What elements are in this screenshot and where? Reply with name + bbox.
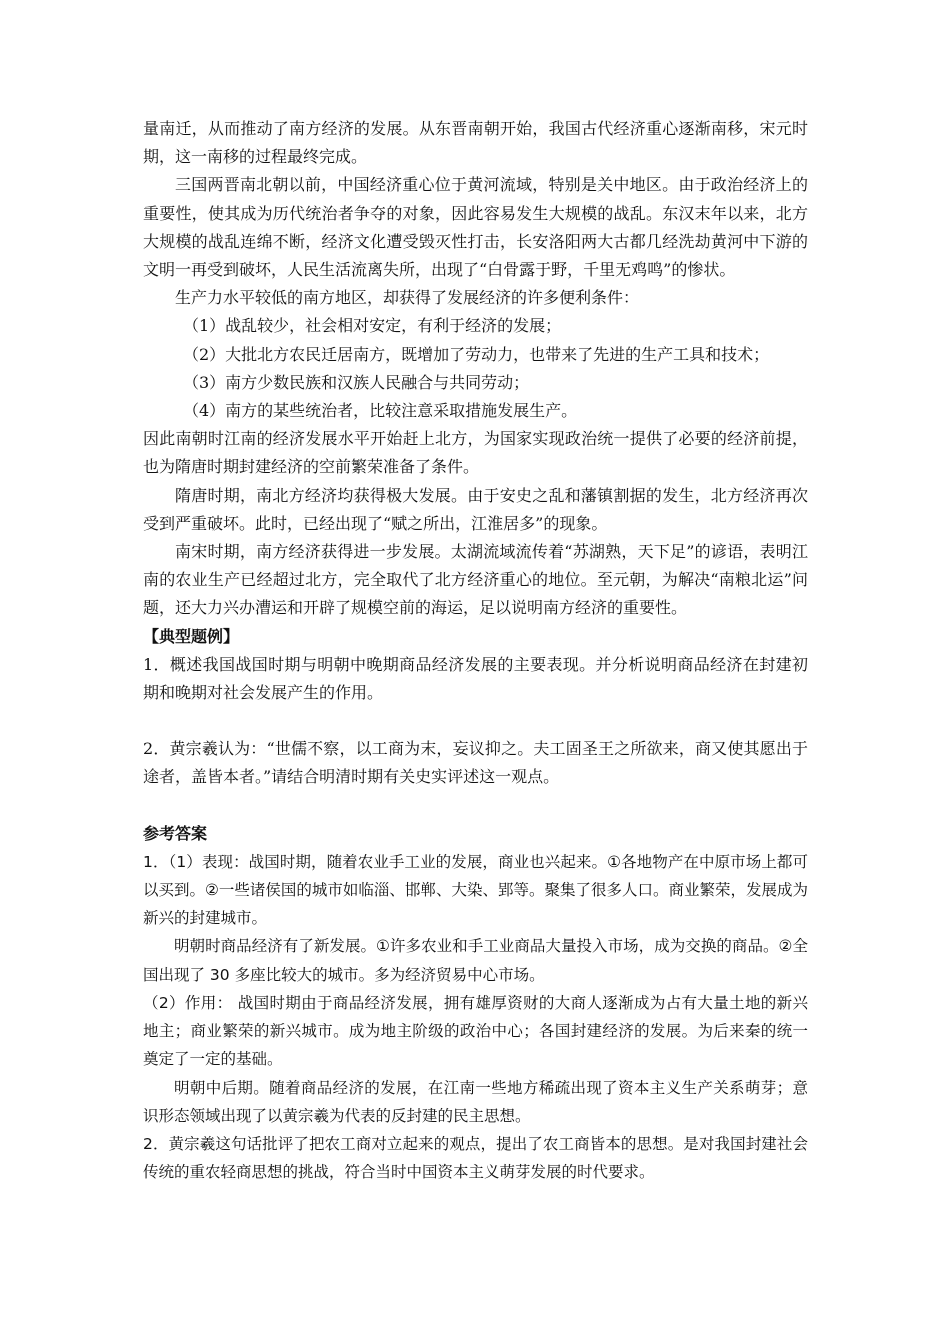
- list-item: （3）南方少数民族和汉族人民融合与共同劳动；: [183, 372, 530, 392]
- paragraph-sui-tang: 隋唐时期，南北方经济均获得极大发展。由于安史之乱和藩镇割据的发生，北方经济再次受到严重破坏。此时，已经出现了“赋之所出，江淮居多”的现象。: [143, 485, 808, 533]
- answer-1-part-2: （2）作用： 战国时期由于商品经济发展，拥有雄厚资财的大商人逐渐成为占有大量土地的新兴地主；商业繁荣的新兴城市。成为地主阶级的政治中心；各国封建经济的发展。为后来秦的统一奠定了一定的基础。: [143, 993, 808, 1069]
- spacer: [143, 707, 808, 735]
- paragraph-southward-shift: 量南迁，从而推动了南方经济的发展。从东晋南朝开始，我国古代经济重心逐渐南移，宋元时期，这一南移的过程最终完成。: [143, 119, 808, 167]
- spacer: [143, 792, 808, 820]
- list-item: （2）大批北方农民迁居南方，既增加了劳动力，也带来了先进的生产工具和技术；: [183, 344, 770, 364]
- answer-1-part-1: 1．（1）表现：战国时期，随着农业手工业的发展，商业也兴起来。①各地物产在中原市场上都可以买到。②一些诸侯国的城市如临淄、邯郸、大染、郢等。聚集了很多人口。商业繁荣，发展成为新兴的封建城市。: [143, 852, 808, 928]
- paragraph-south-conditions: 生产力水平较低的南方地区，却获得了发展经济的许多便利条件：: [175, 288, 640, 308]
- question-2: 2．黄宗羲认为：“世儒不察，以工商为末，妄议抑之。夫工固圣王之所欲来，商又使其愿出于途者，盖皆本者。”请结合明清时期有关史实评述这一观点。: [143, 739, 808, 787]
- list-item: （1）战乱较少，社会相对安定，有利于经济的发展；: [183, 316, 562, 336]
- paragraph-southern-song: 南宋时期，南方经济获得进一步发展。太湖流域流传着“苏湖熟，天下足”的谚语，表明江南的农业生产已经超过北方，完全取代了北方经济重心的地位。至元朝，为解决“南粮北运”问题，还大力兴办漕运和开辟了规模空前的海运，足以说明南方经济的重要性。: [143, 542, 808, 618]
- list-item: （4）南方的某些统治者，比较注意采取措施发展生产。: [183, 401, 578, 421]
- examples-heading: 【典型题例】: [143, 626, 240, 646]
- paragraph-yellow-river: 三国两晋南北朝以前，中国经济重心位于黄河流域，特别是关中地区。由于政治经济上的重要性，使其成为历代统治者争夺的对象，因此容易发生大规模的战乱。东汉末年以来，北方大规模的战乱连绵不断，经济文化遭受毁灭性打击，长安洛阳两大古都几经洗劫黄河中下游的文明一再受到破坏，人民生活流离失所，出现了“白骨露于野，千里无鸡鸣”的惨状。: [143, 175, 808, 280]
- answer-2: 2．黄宗羲这句话批评了把农工商对立起来的观点，提出了农工商皆本的思想。是对我国封建社会传统的重农轻商思想的挑战，符合当时中国资本主义萌芽发展的时代要求。: [143, 1134, 808, 1182]
- conditions-list: [143, 312, 808, 425]
- paragraph-conclusion: 因此南朝时江南的经济发展水平开始赶上北方，为国家实现政治统一提供了必要的经济前提，也为隋唐时期封建经济的空前繁荣准备了条件。: [143, 429, 808, 477]
- answer-1-ming: 明朝时商品经济有了新发展。①许多农业和手工业商品大量投入市场，成为交换的商品。②全国出现了 30 多座比较大的城市。多为经济贸易中心市场。: [143, 937, 808, 984]
- answers-heading: 参考答案: [143, 823, 208, 843]
- question-1: 1．概述我国战国时期与明朝中晚期商品经济发展的主要表现。并分析说明商品经济在封建初期和晚期对社会发展产生的作用。: [143, 654, 808, 703]
- document-page: [143, 115, 808, 1186]
- answer-1-ming-late: 明朝中后期。随着商品经济的发展，在江南一些地方稀疏出现了资本主义生产关系萌芽；意识形态领域出现了以黄宗羲为代表的反封建的民主思想。: [143, 1078, 808, 1125]
